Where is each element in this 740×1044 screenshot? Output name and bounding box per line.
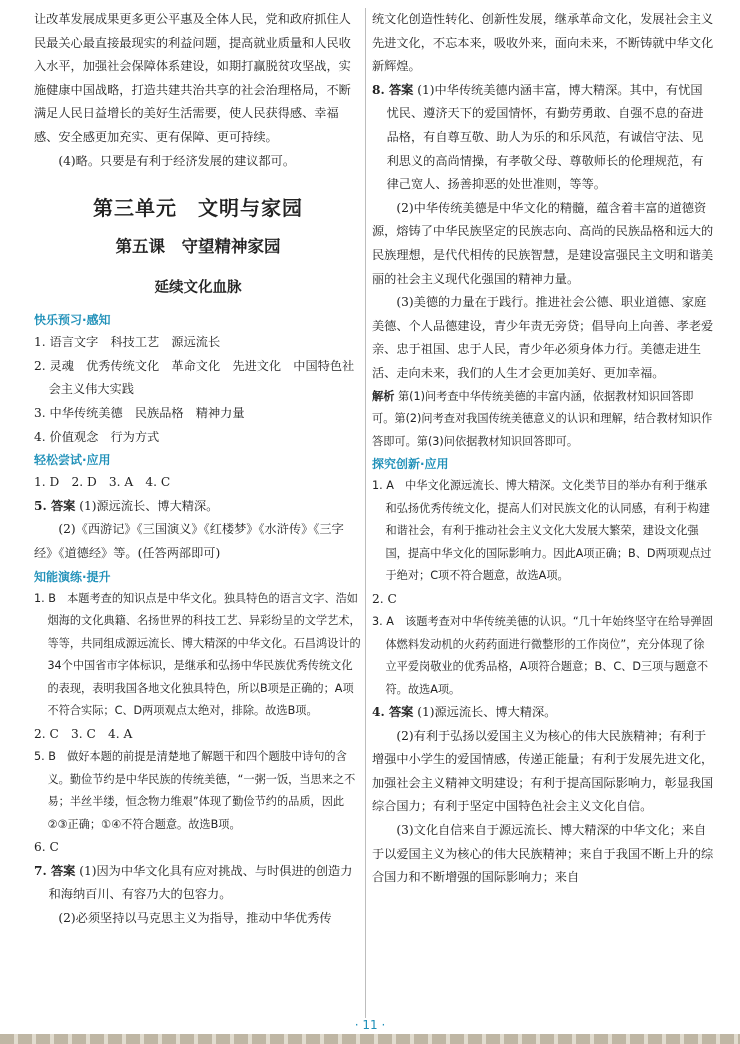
practice-q1: 1. B 本题考查的知识点是中华文化。独具特色的语言文字、浩如烟海的文化典籍、名扬世界的科技工艺、异彩纷呈的文学艺术，等等，共同组成源远流长、博大精深的中华文化。石昌鸿设计的34个中国省市字体标识，是继承和弘扬中华民族优秀传统文化的表现，表明我国各地文化独具特色，所以B项是正确的；A项不符合实际；C、D两项观点太绝对，排除。故选B项。	[34, 591, 361, 717]
answer-text: (1)中华传统美德内涵丰富，博大精深。其中，有忧国忧民、遵济天下的爱国情怀，有勤劳勇敢、自强不息的奋进品格，有自尊互敬、助人为乐的和乐风范，有诚信守法、见利思义的高尚情操，有孝敬父母、尊敬师长的伦理规范，有律己宽人、扬善抑恶的处世准则，等等。	[386, 82, 704, 192]
footer-decoration	[0, 1034, 740, 1044]
explanation-label: 解析	[372, 389, 395, 403]
explore-q4-part2: (2)有利于弘扬以爱国主义为核心的伟大民族精神；有利于增强中小学生的爱国情感，传递正能量；有利于发展先进文化，加强社会主义精神文明建设；有利于提高国际影响力，彰显我国综合国力；有利于坚定中国特色社会主义文化自信。	[372, 728, 714, 814]
practice-q7-part2: (2)必须坚持以马克思主义为指导，推动中华优秀传	[58, 910, 332, 925]
practice-q5: 5. B 做好本题的前提是清楚地了解题干和四个题肢中诗句的含义。勤俭节约是中华民族的传统美德，“一粥一饭，当思来之不易；半丝半缕，恒念物力维艰”体现了勤俭节约的品质，因此②③正确；①④不符合题意。故选B项。	[34, 750, 356, 831]
try-q5-part2: (2)《西游记》《三国演义》《红楼梦》《水浒传》《三字经》《道德经》等。(任答两部即可)	[34, 522, 344, 560]
explore-q2: 2. C	[372, 591, 397, 606]
right-column	[372, 8, 714, 890]
unit-title: 第三单元 文明与家园	[93, 196, 303, 221]
answer-label: 8. 答案	[372, 82, 414, 97]
intro-paragraph: 让改革发展成果更多更公平惠及全体人民，党和政府抓住人民最关心最直接最现实的利益问题，提高就业质量和人民收入水平，加强社会保障体系建设，如期打赢脱贫攻坚战，实施健康中国战略，打造共建共治共享的社会治理格局，不断满足人民日益增长的美好生活需要，使人民获得感、幸福感、安全感更加充实、更有保障、更可持续。	[34, 12, 351, 144]
section-explore-title: 探究创新·应用	[372, 457, 449, 471]
explore-q4-part3: (3)文化自信来自于源远流长、博大精深的中华文化；来自于以爱国主义为核心的伟大民族精神；来自于我国不断上升的综合国力和不断增强的国际影响力；来自	[372, 823, 714, 885]
answer-text: (1)源远流长、博大精深。	[79, 498, 219, 513]
preview-item: 2. 灵魂 优秀传统文化 革命文化 先进文化 中国特色社会主义伟大实践	[34, 358, 355, 397]
answer-text: (1)源远流长、博大精深。	[417, 705, 557, 720]
practice-q2-4: 2. C 3. C 4. A	[34, 726, 133, 741]
answer-label: 4. 答案	[372, 705, 414, 720]
practice-q7	[34, 860, 362, 907]
practice-q6: 6. C	[34, 840, 59, 855]
try-answers: 1. D 2. D 3. A 4. C	[34, 475, 171, 490]
q8-part1	[372, 79, 714, 197]
preview-item: 3. 中华传统美德 民族品格 精神力量	[34, 405, 245, 420]
section-practice-title: 知能演练·提升	[34, 569, 111, 584]
q8-part3: (3)美德的力量在于践行。推进社会公德、职业道德、家庭美德、个人品德建设，青少年责无旁贷；倡导向上向善、孝老爱亲、忠于祖国、忠于人民，青少年必须身体力行。美德走进生活、走向未来，我们的人生才会更加美好、更加幸福。	[372, 295, 714, 380]
column-divider	[365, 8, 366, 1018]
explore-q4	[372, 701, 714, 725]
topic-title: 延续文化血脉	[154, 280, 242, 297]
q8-part2: (2)中华传统美德是中华文化的精髓，蕴含着丰富的道德资源，熔铸了中华民族坚定的民族志向、高尚的民族品格和远大的民族理想，是代代相传的民族智慧，是建设富强民主文明和谐美丽的社会主义现代化强国的精神力量。	[372, 200, 714, 286]
section-preview-title: 快乐预习·感知	[34, 313, 111, 328]
preview-item: 1. 语言文字 科技工艺 源远流长	[34, 335, 221, 350]
try-q5	[34, 495, 362, 519]
explore-q3: 3. A 该题考查对中华传统美德的认识。“几十年始终坚守在给导弹固体燃料发动机的火药药面进行微整形的工作岗位”，充分体现了徐立平爱岗敬业的优秀品格，A项符合题意；B、C、D三项与题意不符。故选A项。	[372, 615, 713, 696]
explanation-text: 第(1)问考查中华传统美德的丰富内涵，依据教材知识回答即可。第(2)问考查对我国传统美德意义的认识和理解，结合教材知识作答即可。第(3)问依据教材知识回答即可。	[372, 389, 713, 448]
section-try-title: 轻松尝试·应用	[34, 453, 111, 468]
answer-label: 7. 答案	[34, 863, 76, 878]
page-number: · 11 ·	[354, 1018, 386, 1032]
preview-item: 4. 价值观念 行为方式	[34, 429, 160, 444]
q8-explanation	[372, 386, 714, 454]
continued-paragraph: 统文化创造性转化、创新性发展，继承革命文化，发展社会主义先进文化，不忘本来，吸收外来，面向未来，不断铸就中华文化新辉煌。	[372, 12, 714, 74]
answer-text: (1)因为中华文化具有应对挑战、与时俱进的创造力和海纳百川、有容乃大的包容力。	[48, 863, 353, 902]
explore-q1: 1. A 中华文化源远流长、博大精深。文化类节目的举办有利于继承和弘扬优秀传统文化，提高人们对民族文化的认同感，有利于构建和谐社会，有利于推动社会主义文化大发展大繁荣，建设文化强国，提高中华文化的国际影响力。因此A项正确；B、D两项观点过于绝对；C项不符合题意，故选A项。	[372, 479, 712, 582]
left-column	[34, 8, 362, 930]
intro-note: (4)略。只要是有利于经济发展的建议都可。	[58, 153, 296, 168]
answer-label: 5. 答案	[34, 498, 76, 513]
lesson-title: 第五课 守望精神家园	[115, 237, 281, 257]
